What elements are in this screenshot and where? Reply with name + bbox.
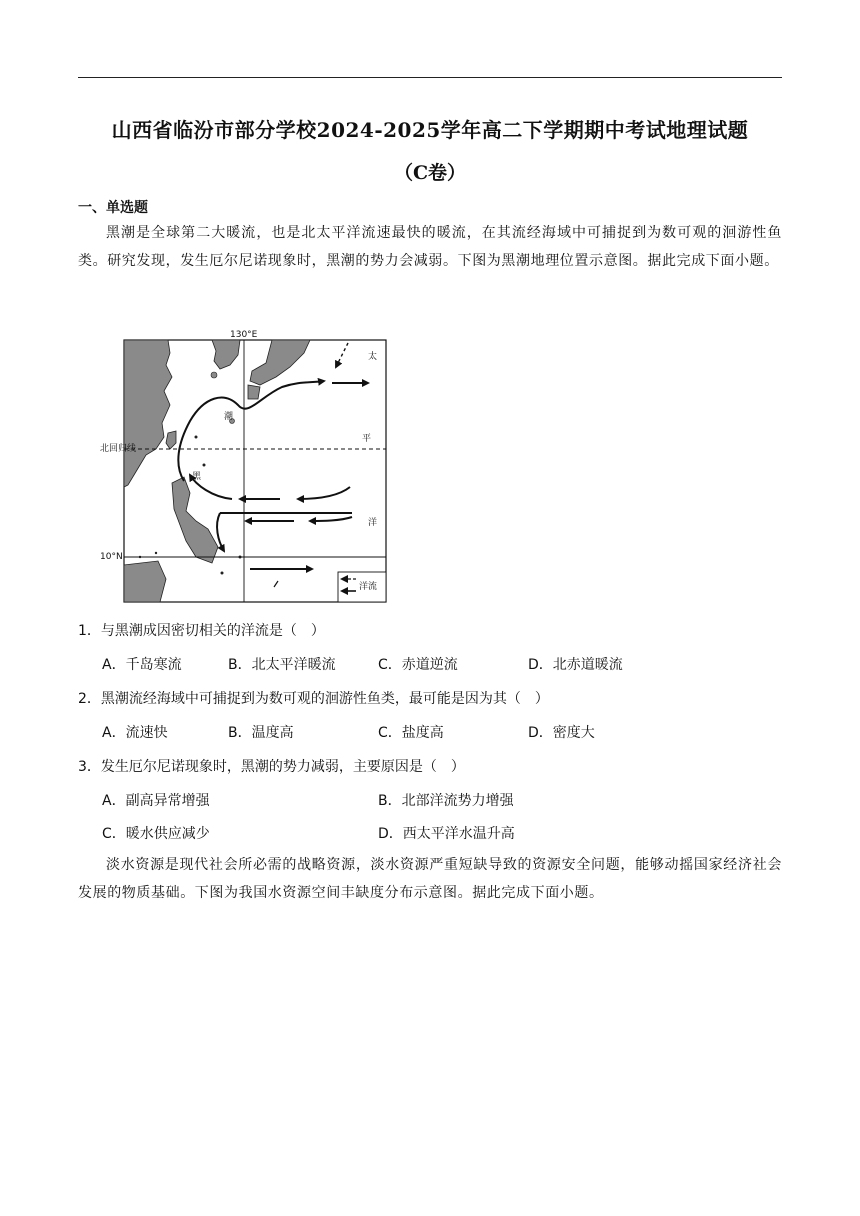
ocean-char-1: 太	[368, 352, 378, 362]
ocean-char-3: 洋	[368, 518, 378, 528]
q3-option-a[interactable]: A．副高异常增强	[102, 793, 210, 809]
document-subtitle: （C卷）	[393, 162, 467, 184]
question-3-stem: 3．发生厄尔尼诺现象时，黑潮的势力减弱，主要原因是（ ）	[78, 759, 465, 775]
q2-option-a[interactable]: A．流速快	[102, 725, 168, 741]
q1-option-c[interactable]: C．赤道逆流	[378, 657, 458, 673]
q3-option-c[interactable]: C．暖水供应减少	[102, 826, 210, 842]
question-1-stem: 1．与黑潮成因密切相关的洋流是（ ）	[78, 623, 325, 639]
passage-kuroshio: 黑潮是全球第二大暖流，也是北太平洋流速最快的暖流，在其流经海域中可捕捉到为数可观的洄游性鱼类。研究发现，发生厄尔尼诺现象时，黑潮的势力会减弱。下图为黑潮地理位置示意图。据此完成下面小题。	[78, 225, 782, 269]
ocean-char-2: 平	[362, 434, 372, 444]
legend-label: 洋流	[359, 582, 378, 592]
q1-option-b[interactable]: B．北太平洋暖流	[228, 657, 336, 673]
header-rule	[78, 77, 782, 78]
lat-label: 10°N	[100, 552, 123, 562]
question-2-stem: 2．黑潮流经海域中可捕捉到为数可观的洄游性鱼类，最可能是因为其（ ）	[78, 691, 549, 707]
q3-option-b[interactable]: B．北部洋流势力增强	[378, 793, 514, 809]
kyushu-shape	[248, 385, 260, 399]
lon-label: 130°E	[230, 330, 258, 340]
q2-option-c[interactable]: C．盐度高	[378, 725, 444, 741]
q3-option-d[interactable]: D．西太平洋水温升高	[378, 826, 515, 842]
q1-option-d[interactable]: D．北赤道暖流	[528, 657, 623, 673]
current-char-1: 黑	[192, 472, 202, 482]
q2-option-d[interactable]: D．密度大	[528, 725, 595, 741]
kuroshio-map	[100, 325, 400, 607]
borneo-shape	[124, 561, 166, 602]
section-heading: 一、单选题	[78, 200, 148, 216]
q2-option-b[interactable]: B．温度高	[228, 725, 294, 741]
q1-option-a[interactable]: A．千岛寒流	[102, 657, 182, 673]
current-char-2: 潮	[224, 412, 234, 422]
document-title: 山西省临汾市部分学校2024-2025学年高二下学期期中考试地理试题	[111, 118, 749, 142]
passage-water-resources: 淡水资源是现代社会所必需的战略资源，淡水资源严重短缺导致的资源安全问题，能够动摇国家经济社会发展的物质基础。下图为我国水资源空间丰缺度分布示意图。据此完成下面小题。	[78, 857, 782, 901]
tropic-label: 北回归线	[100, 444, 137, 454]
